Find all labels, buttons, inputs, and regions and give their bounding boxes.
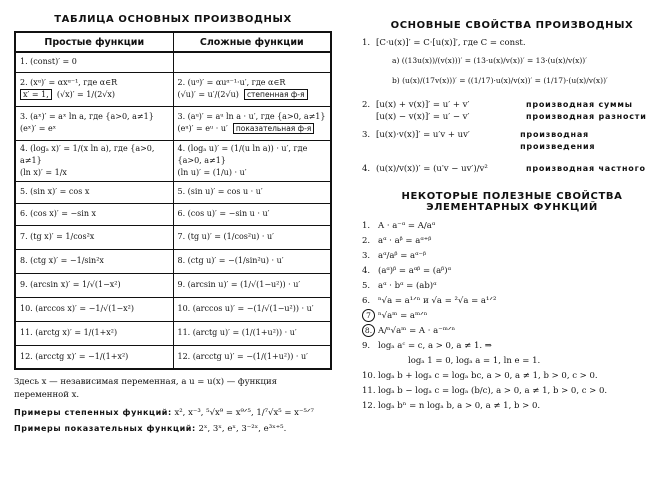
rule-simple: 10. (arccos x)′ = −1/√(1−x²) <box>20 304 134 313</box>
table-row <box>15 249 331 273</box>
table-row <box>15 345 331 369</box>
rule-simple: 6. (cos x)′ = −sin x <box>20 209 97 218</box>
property-formula: [u(x)·v(x)]′ = u′v + uv′ <box>376 130 470 140</box>
rule-complex: 11. (arctg u)′ = (1/(1+u²)) · u′ <box>177 328 297 337</box>
col-complex-header: Сложные функции <box>173 32 331 52</box>
variables-note: Здесь x — независимая переменная, а u = u(x) — функция переменной x. <box>14 377 278 400</box>
circled-number: 8. <box>362 324 375 337</box>
rule-simple: 9. (arcsin x)′ = 1/√(1−x²) <box>20 280 121 289</box>
rule-simple: 4. (logₐ x)′ = 1/(x ln a), где {a>0, a≠1} <box>20 143 155 165</box>
rule-complex: 7. (tg u)′ = (1/cos²u) · u′ <box>177 232 274 241</box>
item-formula: logₐ 1 = 0, logₐ a = 1, ln e = 1. <box>408 356 541 366</box>
property-formula: [u(x) + v(x)]′ = u′ + v′ <box>376 100 470 110</box>
property-list-item <box>362 354 662 369</box>
properties-section <box>362 20 662 414</box>
rule-simple: 8. (ctg x)′ = −1/sin²x <box>20 256 104 265</box>
item-formula: logₐ b − logₐ c = logₐ (b/c), a > 0, a ≠ 1, b > 0, c > 0. <box>378 386 608 396</box>
elementary-title-line1: НЕКОТОРЫЕ ПОЛЕЗНЫЕ СВОЙСТВА <box>401 191 623 202</box>
rule-complex: 12. (arcctg u)′ = −(1/(1+u²)) · u′ <box>177 351 308 361</box>
property-list-item <box>362 369 662 384</box>
rule-complex: 10. (arccos u)′ = −(1/√(1−u²)) · u′ <box>177 304 314 313</box>
property-list-item <box>362 279 662 294</box>
rule-complex: 8. (ctg u)′ = −(1/sin²u) · u′ <box>177 256 284 265</box>
item-formula: ⁿ√a = a¹ᐟⁿ и √a = ²√a = a¹ᐟ² <box>378 296 497 306</box>
rule-complex-sub: (ln u)′ = (1/u) · u′ <box>177 167 247 177</box>
item-number: 6. <box>362 296 371 306</box>
property-item: 3. [u(x)·v(x)]′ = u′v + uv′ производная произведения <box>362 129 662 153</box>
table-row <box>15 106 331 140</box>
property-list-item <box>362 339 662 354</box>
power-examples-label: Примеры степенных функций: <box>14 408 172 417</box>
elementary-title-line2: ЭЛЕМЕНТАРНЫХ ФУНКЦИЙ <box>426 202 598 213</box>
table-row <box>15 273 331 297</box>
rule-simple: 11. (arctg x)′ = 1/(1+x²) <box>20 328 118 337</box>
rule-complex: 4. (logₐ u)′ = (1/(u ln a)) · u′, где {a>0, a≠1} <box>177 143 308 165</box>
rule-simple: 7. (tg x)′ = 1/cos²x <box>20 232 95 241</box>
rule-complex-sub: (√u)′ = u′/(2√u) <box>177 90 239 99</box>
rule-simple: 5. (sin x)′ = cos x <box>20 187 90 196</box>
property-list-item <box>362 384 662 399</box>
power-examples <box>14 408 332 418</box>
item-number: 12. <box>362 401 376 411</box>
rule-complex: 6. (cos u)′ = −sin u · u′ <box>177 209 270 218</box>
rule-complex-sub: (eᵘ)′ = eᵘ · u′ <box>177 124 228 133</box>
property-list-item <box>362 399 662 414</box>
rule-complex: 2. (uᵅ)′ = αuᵅ⁻¹·u′, где α∈R <box>177 78 286 87</box>
exponential-function-tag: показательная ф-я <box>233 123 314 134</box>
rule-simple: 12. (arcctg x)′ = −1/(1+x²) <box>20 351 129 361</box>
property-example-a: а) ((13u(x))/(v(x)))′ = (13·u(x)/v(x))′ = 13·(u(x)/v(x))′ <box>392 56 587 65</box>
item-formula: A/ⁿ√aᵐ = A · a⁻ᵐᐟⁿ <box>378 326 456 336</box>
rule-complex: 9. (arcsin u)′ = (1/√(1−u²)) · u′ <box>177 280 301 289</box>
item-formula: aᵅ · aᵝ = aᵅ⁺ᵝ <box>378 236 432 246</box>
property-formula: [C·u(x)]′ = C·[u(x)]′, где C = const. <box>376 38 526 48</box>
table-title: ТАБЛИЦА ОСНОВНЫХ ПРОИЗВОДНЫХ <box>54 14 292 25</box>
table-row <box>15 203 331 225</box>
property-list-item <box>362 309 662 324</box>
property-label: производная суммы <box>526 100 633 109</box>
item-number: 4. <box>362 266 371 276</box>
exponential-examples-values: 2ˣ, 3ˣ, eˣ, 3⁻²ˣ, e³ˣ⁺⁵. <box>198 424 287 434</box>
item-formula: logₐ bⁿ = n logₐ b, a > 0, a ≠ 1, b > 0. <box>378 401 541 411</box>
property-item: 1. [C·u(x)]′ = C·[u(x)]′, где C = const. <box>362 38 526 48</box>
item-formula: logₐ aᶜ = c, a > 0, a ≠ 1. ⇒ <box>378 341 492 351</box>
item-formula: logₐ b + logₐ c = logₐ bc, a > 0, a ≠ 1, b > 0, c > 0. <box>378 371 598 381</box>
item-formula: aᵅ/aᵝ = aᵅ⁻ᵝ <box>378 251 427 261</box>
rule-simple: 3. (aˣ)′ = aˣ ln a, где {a>0, a≠1} <box>20 112 154 121</box>
property-label: производная произведения <box>520 130 596 151</box>
derivatives-table <box>14 31 332 370</box>
rule-simple-sub: (√x)′ = 1/(2√x) <box>56 90 116 99</box>
property-list-item <box>362 324 662 339</box>
property-item: 4. (u(x)/v(x))′ = (u′v − uv′)/v² производная частного <box>362 164 646 174</box>
rule-complex: 3. (aᵘ)′ = aᵘ ln a · u′, где {a>0, a≠1} <box>177 112 326 121</box>
item-number: 10. <box>362 371 376 381</box>
table-row <box>15 321 331 345</box>
property-formula: (u(x)/v(x))′ = (u′v − uv′)/v² <box>376 164 488 174</box>
rule-complex: 5. (sin u)′ = cos u · u′ <box>177 187 263 196</box>
item-number <box>362 309 378 324</box>
table-row <box>15 225 331 249</box>
item-number: 5. <box>362 281 371 291</box>
property-list-item <box>362 264 662 279</box>
table-row <box>15 72 331 106</box>
rule-simple-sub: (eˣ)′ = eˣ <box>20 124 57 133</box>
item-number: 9. <box>362 341 371 351</box>
circled-number: 7 <box>362 309 375 322</box>
item-formula: (aᵅ)ᵝ = aᵅᵝ = (aᵝ)ᵅ <box>378 266 451 276</box>
item-number <box>362 354 378 369</box>
property-item: 2. [u(x) + v(x)]′ = u′ + v′ производная суммы [u(x) − v(x)]′ = u′ − v′ производная разности <box>362 100 647 122</box>
exponential-examples <box>14 424 332 434</box>
table-row <box>15 181 331 203</box>
item-number <box>362 324 378 339</box>
table-row <box>15 140 331 181</box>
properties-title: ОСНОВНЫЕ СВОЙСТВА ПРОИЗВОДНЫХ <box>390 20 634 31</box>
elementary-properties-list <box>362 219 662 414</box>
item-number: 1. <box>362 221 371 231</box>
rule-simple: 1. (const)′ = 0 <box>20 57 77 67</box>
item-formula: aᵅ · bᵅ = (ab)ᵅ <box>378 281 437 291</box>
property-list-item <box>362 249 662 264</box>
derivatives-table-section <box>14 14 332 434</box>
col-simple-header: Простые функции <box>15 32 173 52</box>
property-label: производная разности <box>526 112 647 121</box>
boxed-formula: x′ = 1, <box>20 89 52 100</box>
exponential-examples-label: Примеры показательных функций: <box>14 424 196 433</box>
power-examples-values: x², x⁻³, ⁵√x⁹ = x⁹ᐟ⁵, 1/⁷√x⁵ = x⁻⁵ᐟ⁷ <box>174 408 314 418</box>
property-list-item <box>362 219 662 234</box>
property-label: производная частного <box>526 164 646 173</box>
property-list-item <box>362 294 662 309</box>
item-number: 3. <box>362 251 371 261</box>
property-example-b: b) (u(x)/(17v(x)))′ = ((1/17)·u(x)/v(x))′ = (1/17)·(u(x)/v(x))′ <box>392 76 608 85</box>
rule-simple: 2. (xᵅ)′ = αxᵅ⁻¹, где α∈R <box>20 78 118 87</box>
table-row <box>15 297 331 321</box>
item-formula: A · a⁻ᵅ = A/aᵅ <box>378 221 436 231</box>
item-number: 2. <box>362 236 371 246</box>
rule-simple-sub: (ln x)′ = 1/x <box>20 167 67 177</box>
item-formula: ⁿ√aᵐ = aᵐᐟⁿ <box>378 311 428 321</box>
property-list-item <box>362 234 662 249</box>
item-number: 11. <box>362 386 376 396</box>
property-formula: [u(x) − v(x)]′ = u′ − v′ <box>376 112 470 122</box>
power-function-tag: степенная ф-я <box>244 89 308 100</box>
table-row <box>15 52 331 72</box>
